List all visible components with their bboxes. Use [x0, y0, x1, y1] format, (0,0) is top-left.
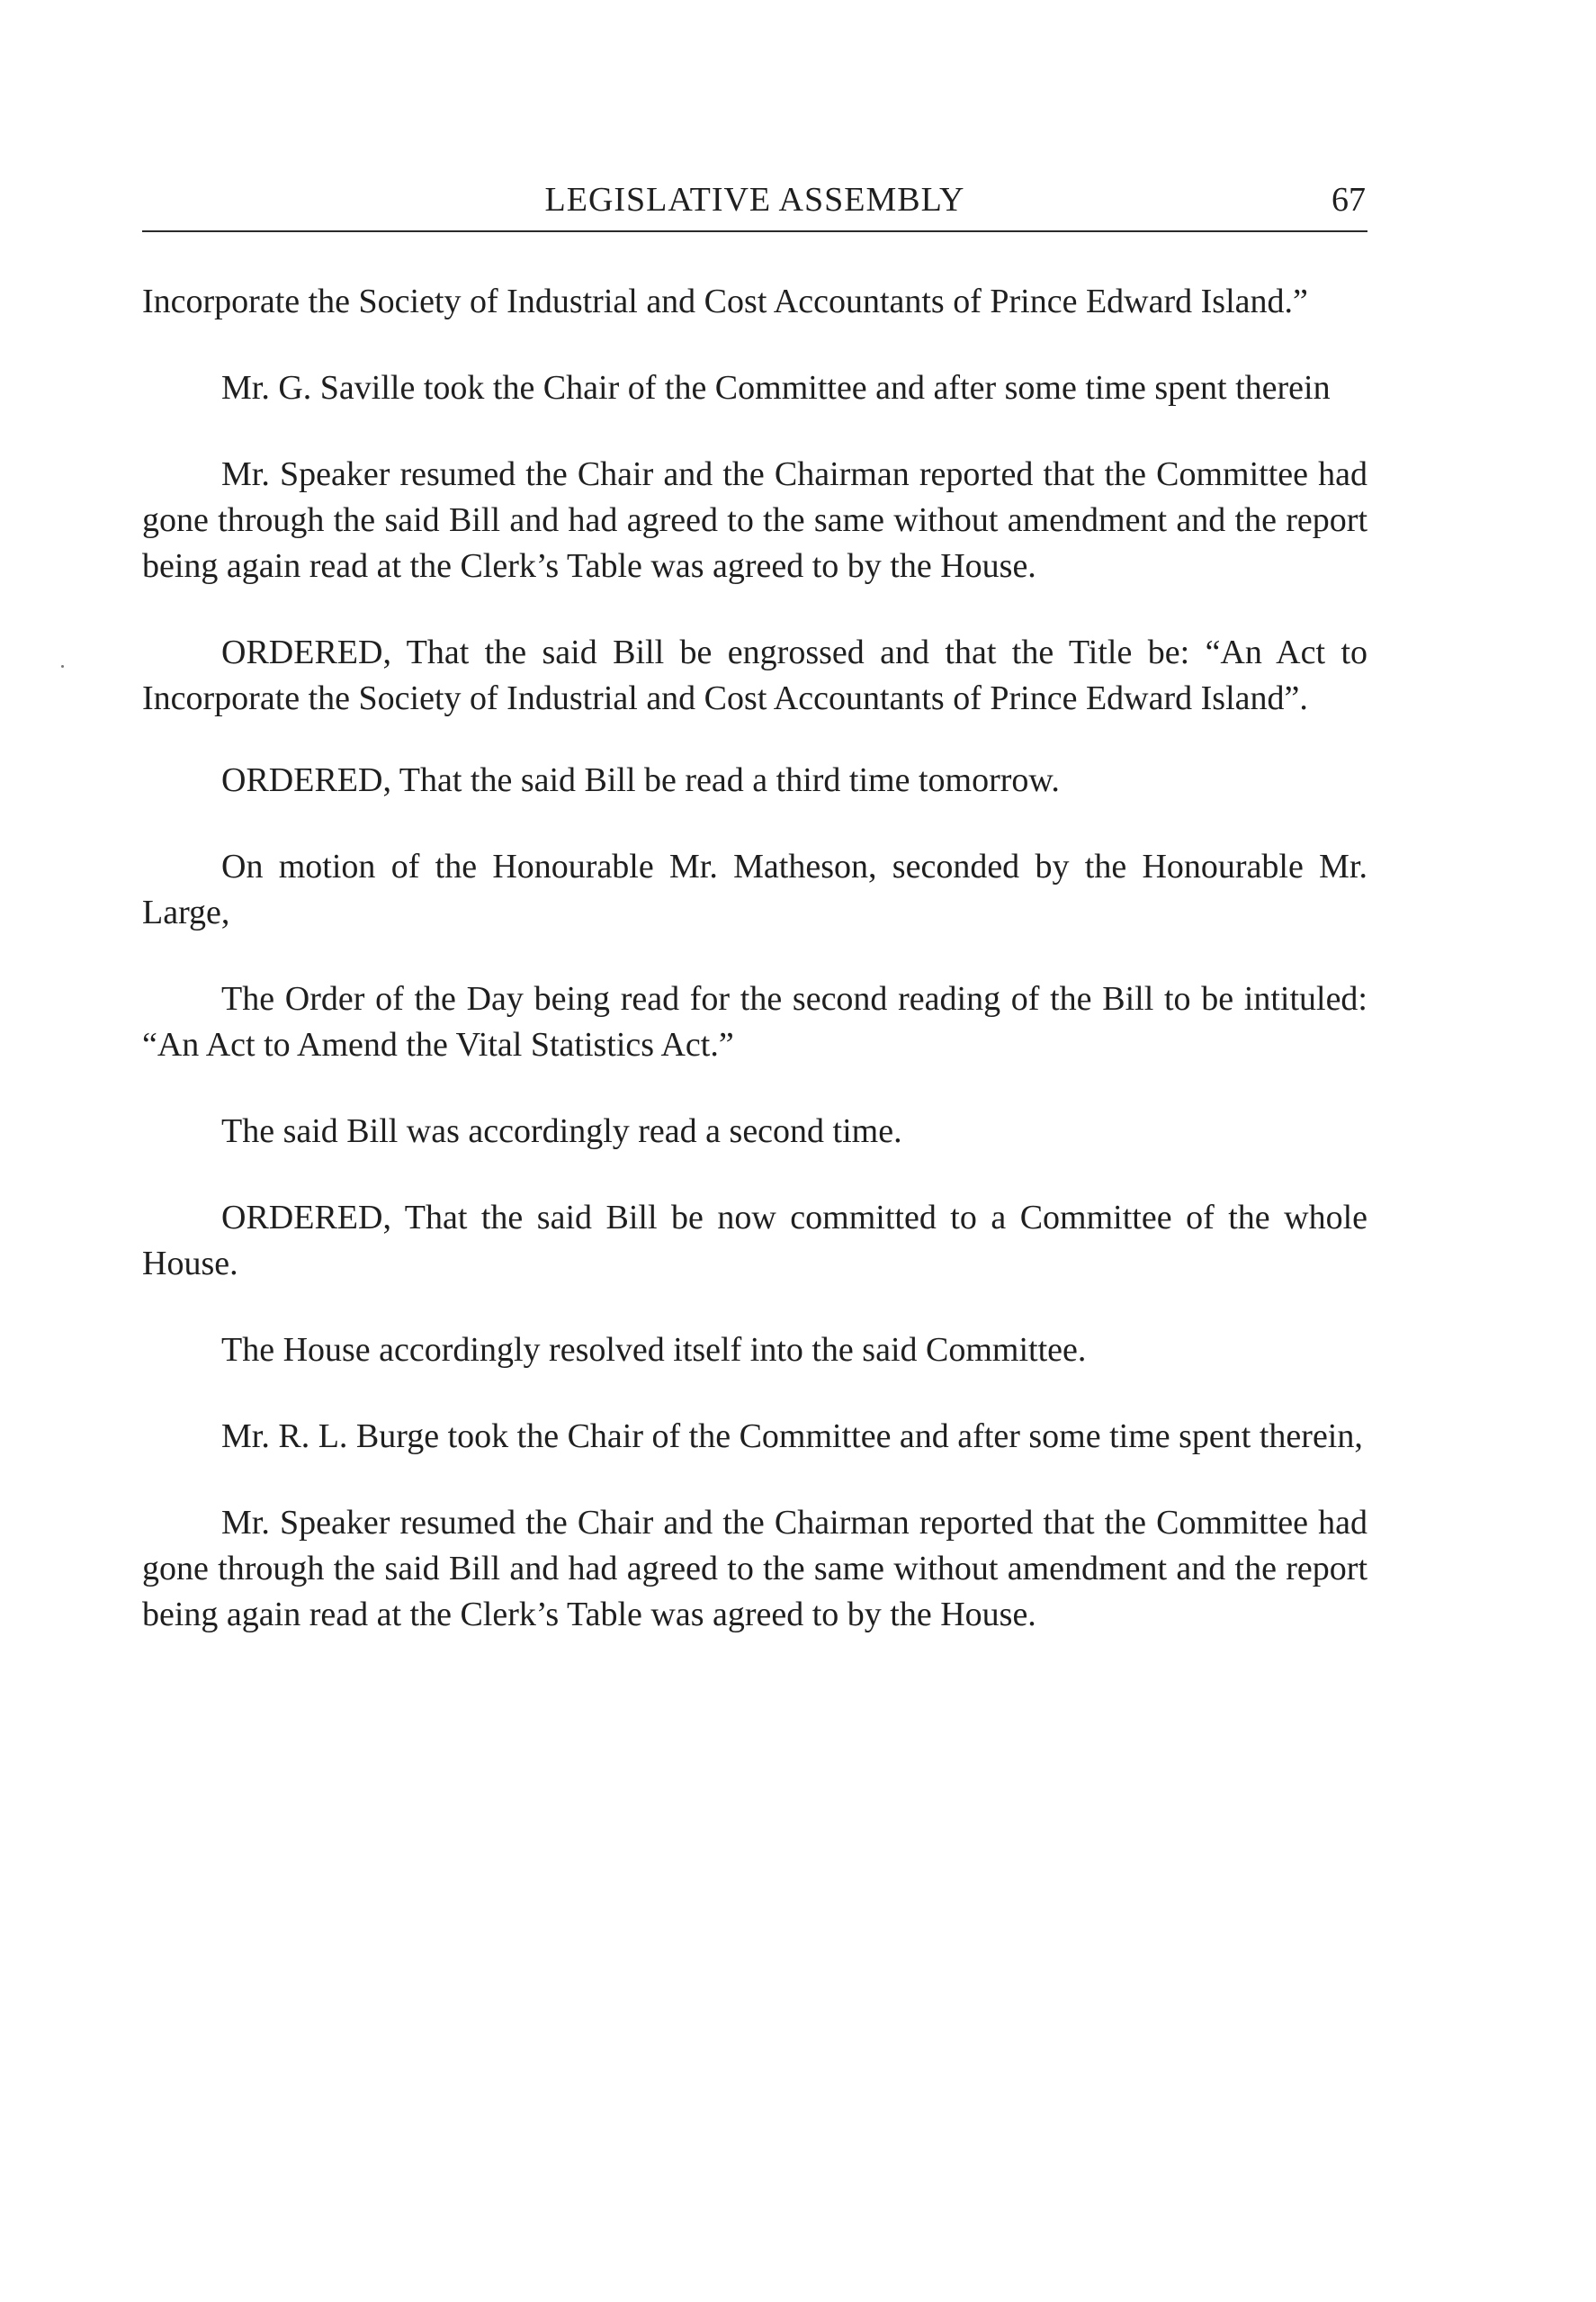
paragraph-ordered-third-reading: ORDERED, That the said Bill be read a third time tomorrow.	[221, 761, 1060, 799]
document-page	[142, 0, 1367, 2302]
page-header	[142, 176, 1367, 232]
paragraph-burge-chair: Mr. R. L. Burge took the Chair of the Committee and after some time spent therein,	[221, 1417, 1363, 1455]
scan-speck	[61, 665, 64, 668]
running-head: LEGISLATIVE ASSEMBLY	[544, 181, 965, 219]
paragraph-speaker-resumed-2: Mr. Speaker resumed the Chair and the Chairman reported that the Committee had gone through the said Bill and had agreed to the same without amendment and the report being again read at the Clerk’s Table was agreed to by the House.	[142, 1504, 1367, 1633]
page-number: 67	[1331, 181, 1366, 219]
paragraph-saville-chair: Mr. G. Saville took the Chair of the Committee and after some time spent therein	[221, 369, 1331, 407]
paragraph-order-of-day: The Order of the Day being read for the second reading of the Bill to be intituled: “An Act to Amend the Vital Statistics Act.”	[142, 980, 1367, 1064]
paragraph-ordered-engrossed: ORDERED, That the said Bill be engrossed and that the Title be: “An Act to Incorporate the Society of Industrial and Cost Accountants of Prince Edward Island”.	[142, 634, 1367, 717]
paragraph-ordered-committed: ORDERED, That the said Bill be now committed to a Committee of the whole House.	[142, 1199, 1367, 1282]
paragraph-continued: Incorporate the Society of Industrial and Cost Accountants of Prince Edward Island.”	[142, 283, 1308, 320]
body-text	[142, 279, 1367, 1638]
paragraph-speaker-resumed-1: Mr. Speaker resumed the Chair and the Chairman reported that the Committee had gone through the said Bill and had agreed to the same without amendment and the report being again read at the Clerk’s Table was agreed to by the House.	[142, 455, 1367, 585]
paragraph-motion: On motion of the Honourable Mr. Matheson, seconded by the Honourable Mr. Large,	[142, 848, 1367, 931]
paragraph-house-resolved: The House accordingly resolved itself into the said Committee.	[221, 1331, 1087, 1369]
paragraph-second-reading: The said Bill was accordingly read a second time.	[221, 1112, 902, 1150]
